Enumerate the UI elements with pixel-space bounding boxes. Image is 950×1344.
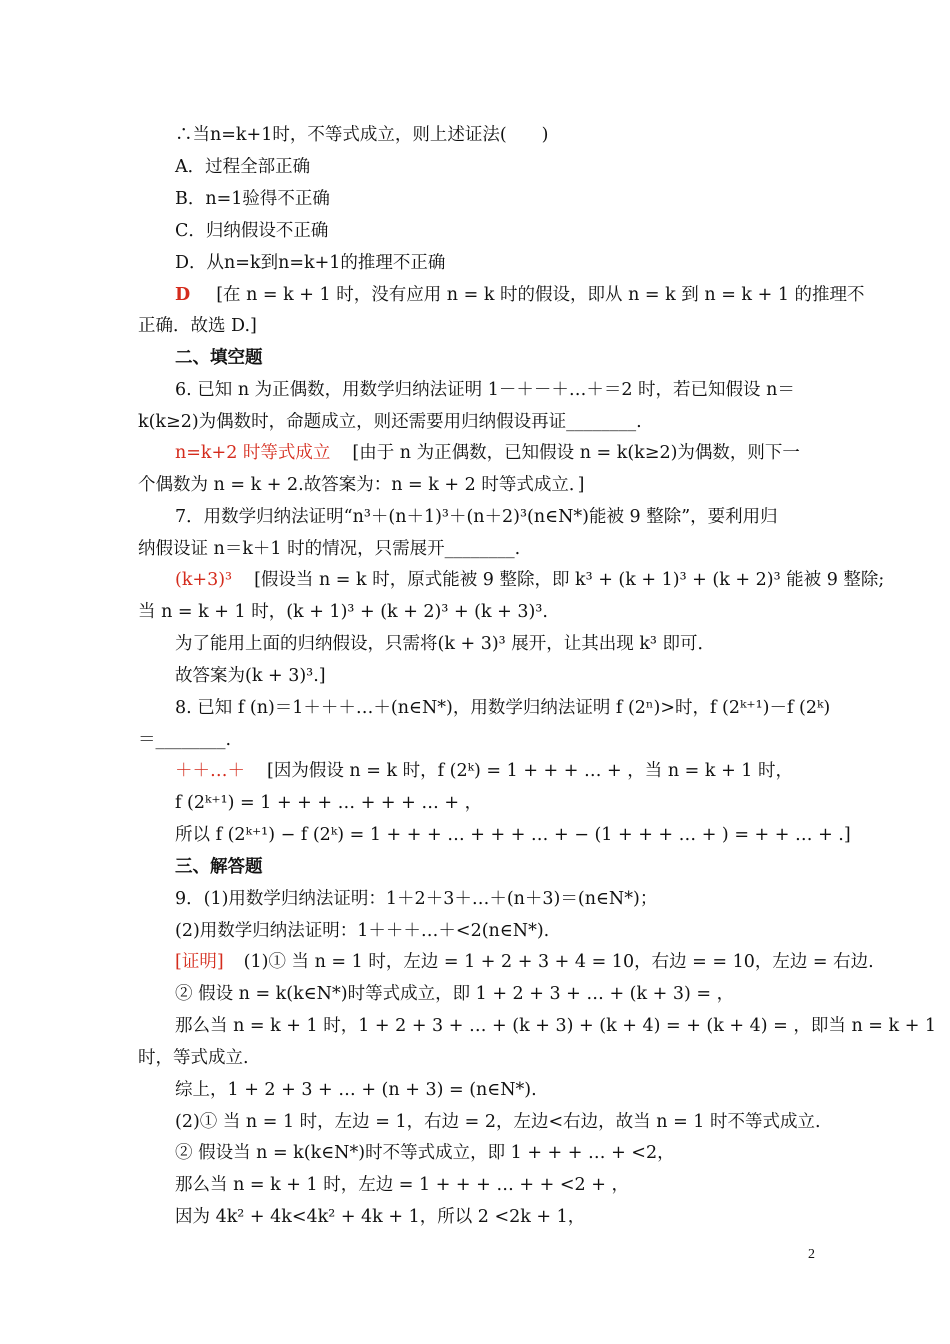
line-text: 9．(1)用数学归纳法证明：1＋2＋3＋…＋(n＋3)＝(n∈N*)； [175,889,658,909]
line-text: ② 假设 n = k(k∈N*)时等式成立，即 1 + 2 + 3 + … + (k + 3) = ， [175,984,735,1004]
answer-label: [证明] [175,952,224,972]
text-line [175,632,715,656]
text-line [175,919,549,943]
text-line [175,568,884,592]
line-text: 那么当 n = k + 1 时，1 + 2 + 3 + … + (k + 3) + (k + 4) = + (k + 4) = ，即当 n = k + 1 [175,1016,937,1036]
text-line [175,759,793,783]
line-text: D．从n=k到n=k+1的推理不正确 [175,253,446,273]
line-text: [因为假设 n = k 时，f (2ᵏ) = 1 + + + … + ，当 n = k + 1 时， [267,761,793,781]
text-line [175,664,326,688]
answer-label: ＋＋…＋ [175,761,245,781]
line-text: 三、解答题 [175,857,263,877]
text-line [175,219,328,243]
line-text: [在 n = k + 1 时，没有应用 n = k 时的假设，即从 n = k 到 n = k + 1 的推理不 [216,285,865,305]
text-line [175,696,830,720]
text-line [138,600,548,624]
line-text: k(k≥2)为偶数时，命题成立，则还需要用归纳假设再证________. [138,412,642,432]
text-line [175,887,657,911]
text-line [175,505,778,529]
answer-label: D [175,285,191,305]
text-line [175,1205,585,1229]
line-text: 8. 已知 f (n)＝1＋＋＋…＋(n∈N*)，用数学归纳法证明 f (2ⁿ)>时，f (2ᵏ⁺¹)－f (2ᵏ) [175,698,831,718]
line-text: C．归纳假设不正确 [175,221,329,241]
text-line [175,823,851,847]
text-line [138,537,520,561]
text-line [175,155,310,179]
line-text: (2)用数学归纳法证明：1＋＋＋…＋<2(n∈N*). [175,921,550,941]
line-text: (1)① 当 n = 1 时，左边 = 1 + 2 + 3 + 4 = 10，右边 = = 10，左边 = 右边. [243,952,874,972]
line-text: 因为 4k² + 4k<4k² + 4k + 1，所以 2 <2k + 1， [175,1207,586,1227]
line-text: 为了能用上面的归纳假设，只需将(k + 3)³ 展开，让其出现 k³ 即可． [175,634,716,654]
line-text: 那么当 n = k + 1 时，左边 = 1 + + + … + + <2 + ， [175,1175,629,1195]
text-line [175,251,445,275]
text-line [175,1141,675,1165]
line-text: ＝________. [138,730,232,750]
text-line [175,283,865,307]
answer-label: (k+3)³ [175,570,233,590]
line-text: B．n=1验得不正确 [175,189,330,209]
text-line [175,1078,537,1102]
text-line [175,441,800,465]
line-text: [由于 n 为正偶数，已知假设 n = k(k≥2)为偶数，则下一 [352,443,800,463]
line-text: 正确．故选 D.] [138,316,257,336]
text-line [175,378,795,402]
text-line [138,314,257,338]
line-text: ∴当n=k+1时，不等式成立，则上述证法( ) [175,125,549,145]
text-line [175,855,263,879]
text-line [175,950,874,974]
line-text: A．过程全部正确 [175,157,311,177]
line-text: 6. 已知 n 为正偶数，用数学归纳法证明 1－＋－＋…＋＝2 时，若已知假设 n＝ [175,380,795,400]
text-line [138,473,584,497]
text-line [175,791,482,815]
line-text: 时，等式成立. [138,1048,249,1068]
text-line [138,1046,249,1070]
line-text: 故答案为(k + 3)³.] [175,666,326,686]
line-text: 二、填空题 [175,348,263,368]
line-text: (2)① 当 n = 1 时，左边 = 1，右边 = 2，左边<右边，故当 n = 1 时不等式成立. [175,1112,821,1132]
text-line [175,1014,936,1038]
text-line [175,187,330,211]
line-text: f (2ᵏ⁺¹) = 1 + + + … + + + … + ， [175,793,483,813]
line-text: 个偶数为 n = k + 2.故答案为：n = k + 2 时等式成立．] [138,475,585,495]
text-line [175,123,549,147]
text-line [138,410,642,434]
text-line [175,1110,821,1134]
text-line [138,728,231,752]
line-text: 当 n = k + 1 时，(k + 1)³ + (k + 2)³ + (k + 3)³. [138,602,548,622]
text-line [175,982,734,1006]
text-line [175,346,263,370]
text-line [175,1173,629,1197]
line-text: [假设当 n = k 时，原式能被 9 整除，即 k³ + (k + 1)³ + (k + 2)³ 能被 9 整除; [254,570,885,590]
line-text: ② 假设当 n = k(k∈N*)时不等式成立，即 1 + + + … + <2， [175,1143,675,1163]
answer-label: n=k+2 时等式成立 [175,443,331,463]
line-text: 所以 f (2ᵏ⁺¹) − f (2ᵏ) = 1 + + + … + + + … + − (1 + + + … + ) = + + … + .] [175,825,851,845]
line-text: 7．用数学归纳法证明“n³＋(n＋1)³＋(n＋2)³(n∈N*)能被 9 整除”，要利用归 [175,507,778,527]
page-number: 2 [808,1247,815,1262]
line-text: 综上，1 + 2 + 3 + … + (n + 3) = (n∈N*). [175,1080,537,1100]
line-text: 纳假设证 n＝k＋1 时的情况，只需展开________. [138,539,521,559]
